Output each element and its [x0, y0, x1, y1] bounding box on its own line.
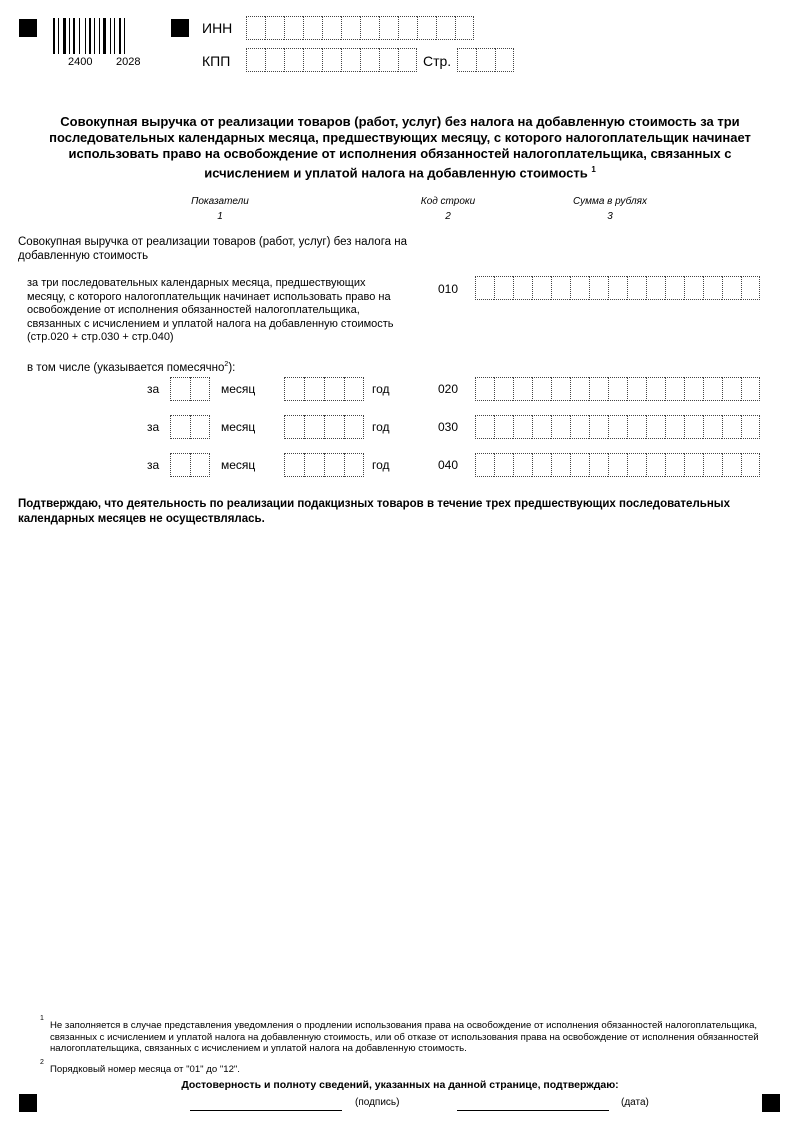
input-cell[interactable]	[741, 415, 760, 439]
date-caption: (дата)	[621, 1097, 649, 1108]
title-footnote-ref: 1	[591, 165, 596, 174]
column-header-amount	[550, 196, 670, 222]
corner-marker-bottom-right	[762, 1094, 780, 1112]
input-cell[interactable]	[532, 276, 551, 300]
input-cell[interactable]	[627, 276, 646, 300]
barcode-bar	[73, 18, 75, 54]
input-cell[interactable]	[551, 377, 570, 401]
input-cell[interactable]	[684, 377, 703, 401]
date-line[interactable]	[457, 1110, 609, 1111]
input-cell[interactable]	[494, 415, 513, 439]
input-cell[interactable]	[324, 453, 344, 477]
column-header-number: 2	[445, 211, 451, 222]
row-020-code: 020	[438, 382, 459, 396]
input-cell[interactable]	[341, 48, 360, 72]
column-header-number: 1	[217, 211, 223, 222]
input-cell[interactable]	[457, 48, 476, 72]
input-cell[interactable]	[532, 415, 551, 439]
input-cell[interactable]	[570, 453, 589, 477]
barcode-bar	[53, 18, 55, 54]
input-cell[interactable]	[513, 276, 532, 300]
input-cell[interactable]	[495, 48, 514, 72]
input-cell[interactable]	[684, 453, 703, 477]
input-cell[interactable]	[513, 453, 532, 477]
input-cell[interactable]	[741, 276, 760, 300]
input-cell[interactable]	[246, 48, 265, 72]
input-cell[interactable]	[627, 453, 646, 477]
month-label: месяц	[221, 420, 256, 434]
page-number-label: Стр.	[423, 53, 452, 69]
input-cell[interactable]	[608, 276, 627, 300]
input-cell[interactable]	[303, 16, 322, 40]
input-cell[interactable]	[684, 415, 703, 439]
input-cell[interactable]	[190, 453, 210, 477]
input-cell[interactable]	[646, 377, 665, 401]
footnote-2-number: 2	[40, 1059, 44, 1066]
barcode-bar	[99, 18, 100, 54]
month-input-cells[interactable]	[170, 415, 210, 439]
row-040-amount-cells[interactable]	[475, 453, 760, 477]
input-cell[interactable]	[570, 377, 589, 401]
input-cell[interactable]	[190, 377, 210, 401]
barcode-bar	[110, 18, 111, 54]
input-cell[interactable]	[476, 48, 495, 72]
month-label: месяц	[221, 382, 256, 396]
input-cell[interactable]	[551, 453, 570, 477]
input-cell[interactable]	[246, 16, 265, 40]
column-header-number: 3	[607, 211, 613, 222]
input-cell[interactable]	[494, 453, 513, 477]
section-heading: Совокупная выручка от реализации товаров (работ, услуг) без налога на добавленную стоимость	[18, 236, 407, 262]
year-input-cells[interactable]	[284, 415, 364, 439]
row-010-code: 010	[438, 282, 459, 296]
input-cell[interactable]	[627, 415, 646, 439]
footnote-1-number: 1	[40, 1015, 44, 1022]
input-cell[interactable]	[570, 415, 589, 439]
barcode-bar	[63, 18, 66, 54]
barcode-bar	[124, 18, 125, 54]
input-cell[interactable]	[436, 16, 455, 40]
barcode-right-number: 2028	[116, 56, 141, 68]
input-cell[interactable]	[344, 453, 364, 477]
input-cell[interactable]	[741, 377, 760, 401]
input-cell[interactable]	[360, 16, 379, 40]
input-cell[interactable]	[703, 453, 722, 477]
input-cell[interactable]	[494, 276, 513, 300]
column-header-line-code	[400, 196, 496, 222]
input-cell[interactable]	[170, 415, 190, 439]
input-cell[interactable]	[379, 48, 398, 72]
input-cell[interactable]	[455, 16, 474, 40]
input-cell[interactable]	[475, 415, 494, 439]
row-for-label: за	[147, 458, 160, 472]
monthly-heading	[27, 358, 235, 375]
year-input-cells[interactable]	[284, 377, 364, 401]
input-cell[interactable]	[284, 377, 304, 401]
input-cell[interactable]	[304, 453, 324, 477]
input-cell[interactable]	[684, 276, 703, 300]
input-cell[interactable]	[589, 276, 608, 300]
input-cell[interactable]	[322, 48, 341, 72]
column-header-label: Код строки	[420, 196, 476, 207]
input-cell[interactable]	[722, 377, 741, 401]
input-cell[interactable]	[475, 276, 494, 300]
year-label: год	[372, 458, 390, 472]
input-cell[interactable]	[170, 377, 190, 401]
kpp-label: КПП	[202, 53, 231, 69]
input-cell[interactable]	[589, 377, 608, 401]
input-cell[interactable]	[722, 415, 741, 439]
barcode-bar	[58, 18, 59, 54]
input-cell[interactable]	[589, 415, 608, 439]
barcode-bar	[114, 18, 115, 54]
barcode-bar	[103, 18, 106, 54]
input-cell[interactable]	[551, 276, 570, 300]
input-cell[interactable]	[344, 377, 364, 401]
input-cell[interactable]	[665, 415, 684, 439]
input-cell[interactable]	[608, 377, 627, 401]
input-cell[interactable]	[494, 377, 513, 401]
input-cell[interactable]	[722, 276, 741, 300]
input-cell[interactable]	[513, 377, 532, 401]
row-010-description: за три последовательных календарных месяца, предшествующих месяцу, с которого налогоплательщик начинает использовать право на освобождение от исполнения обязанностей налогоплательщика, связанных с исчислением и уплатой налога на добавленную стоимость (стр.020 + стр.030 + стр.040)	[27, 277, 394, 343]
barcode-bar	[69, 18, 70, 54]
footnote-1-text: Не заполняется в случае представления уведомления о продлении использования права на освобождение от исполнения обязанностей налогоплательщика, связанных с исчислением и уплатой налога на добавленную стоимость, или об отказе от использования права на освобождение от исполнения обязанностей налогоплательщика, связанных с исчислением и уплатой налога на добавленную стоимость.	[50, 1020, 759, 1054]
year-input-cells[interactable]	[284, 453, 364, 477]
input-cell[interactable]	[324, 415, 344, 439]
monthly-heading-suffix: ):	[228, 361, 236, 374]
row-030-code: 030	[438, 420, 459, 434]
page-title	[30, 114, 770, 181]
signature-caption: (подпись)	[355, 1097, 400, 1108]
monthly-footnote-ref: 2	[224, 361, 229, 368]
input-cell[interactable]	[665, 276, 684, 300]
column-header-label: Показатели	[191, 196, 249, 207]
barcode-bar	[79, 18, 80, 54]
row-030-amount-cells[interactable]	[475, 415, 760, 439]
input-cell[interactable]	[532, 377, 551, 401]
input-cell[interactable]	[190, 415, 210, 439]
input-cell[interactable]	[417, 16, 436, 40]
input-cell[interactable]	[665, 453, 684, 477]
barcode-left-number: 2400	[68, 56, 93, 68]
input-cell[interactable]	[475, 377, 494, 401]
input-cell[interactable]	[513, 415, 532, 439]
input-cell[interactable]	[265, 16, 284, 40]
monthly-heading-text: в том числе (указывается помесячно	[27, 361, 225, 374]
confirmation-statement: Подтверждаю, что деятельность по реализации подакцизных товаров в течение трех предшествующих последовательных календарных месяцев не осуществлялась.	[18, 498, 730, 525]
input-cell[interactable]	[722, 453, 741, 477]
input-cell[interactable]	[360, 48, 379, 72]
input-cell[interactable]	[703, 377, 722, 401]
input-cell[interactable]	[398, 48, 417, 72]
input-cell[interactable]	[170, 453, 190, 477]
month-label: месяц	[221, 458, 256, 472]
corner-marker-top-left	[19, 19, 37, 37]
input-cell[interactable]	[284, 16, 303, 40]
barcode-bar	[119, 18, 121, 54]
barcode-bar	[85, 18, 86, 54]
corner-marker-bottom-left	[19, 1094, 37, 1112]
input-cell[interactable]	[379, 16, 398, 40]
input-cell[interactable]	[646, 415, 665, 439]
kpp-input-cells[interactable]	[246, 48, 417, 72]
input-cell[interactable]	[646, 276, 665, 300]
year-label: год	[372, 420, 390, 434]
inn-input-cells[interactable]	[246, 16, 474, 40]
page-number-cells[interactable]	[457, 48, 514, 72]
corner-marker-top-mid	[171, 19, 189, 37]
input-cell[interactable]	[475, 453, 494, 477]
input-cell[interactable]	[608, 453, 627, 477]
input-cell[interactable]	[665, 377, 684, 401]
column-header-label: Сумма в рублях	[573, 196, 647, 207]
input-cell[interactable]	[646, 453, 665, 477]
attestation-text: Достоверность и полноту сведений, указанных на данной странице, подтверждаю:	[181, 1079, 619, 1091]
input-cell[interactable]	[304, 415, 324, 439]
input-cell[interactable]	[341, 16, 360, 40]
inn-label: ИНН	[202, 20, 233, 36]
input-cell[interactable]	[741, 453, 760, 477]
barcode	[53, 18, 143, 54]
input-cell[interactable]	[608, 415, 627, 439]
row-020-amount-cells[interactable]	[475, 377, 760, 401]
year-label: год	[372, 382, 390, 396]
month-input-cells[interactable]	[170, 453, 210, 477]
input-cell[interactable]	[284, 415, 304, 439]
input-cell[interactable]	[627, 377, 646, 401]
input-cell[interactable]	[532, 453, 551, 477]
input-cell[interactable]	[703, 276, 722, 300]
input-cell[interactable]	[265, 48, 284, 72]
row-010-amount-cells[interactable]	[475, 276, 760, 300]
row-for-label: за	[147, 420, 160, 434]
input-cell[interactable]	[589, 453, 608, 477]
row-for-label: за	[147, 382, 160, 396]
footnote-2-text: Порядковый номер месяца от "01" до "12".	[50, 1064, 240, 1075]
row-040-code: 040	[438, 458, 459, 472]
input-cell[interactable]	[570, 276, 589, 300]
page-title-text: Совокупная выручка от реализации товаров (работ, услуг) без налога на добавленную стоимость за три последовательных календарных месяца, предшествующих месяцу, с которого налогоплательщик начинает использовать право на освобождение от исполнения обязанностей налогоплательщика, связанных с исчислением и уплатой налога на добавленную стоимость	[49, 114, 751, 181]
input-cell[interactable]	[303, 48, 322, 72]
input-cell[interactable]	[551, 415, 570, 439]
input-cell[interactable]	[322, 16, 341, 40]
barcode-bar	[89, 18, 91, 54]
input-cell[interactable]	[284, 453, 304, 477]
input-cell[interactable]	[324, 377, 344, 401]
input-cell[interactable]	[398, 16, 417, 40]
barcode-bar	[94, 18, 95, 54]
month-input-cells[interactable]	[170, 377, 210, 401]
input-cell[interactable]	[703, 415, 722, 439]
column-header-indicators	[160, 196, 280, 222]
input-cell[interactable]	[344, 415, 364, 439]
input-cell[interactable]	[284, 48, 303, 72]
signature-line[interactable]	[190, 1110, 342, 1111]
input-cell[interactable]	[304, 377, 324, 401]
